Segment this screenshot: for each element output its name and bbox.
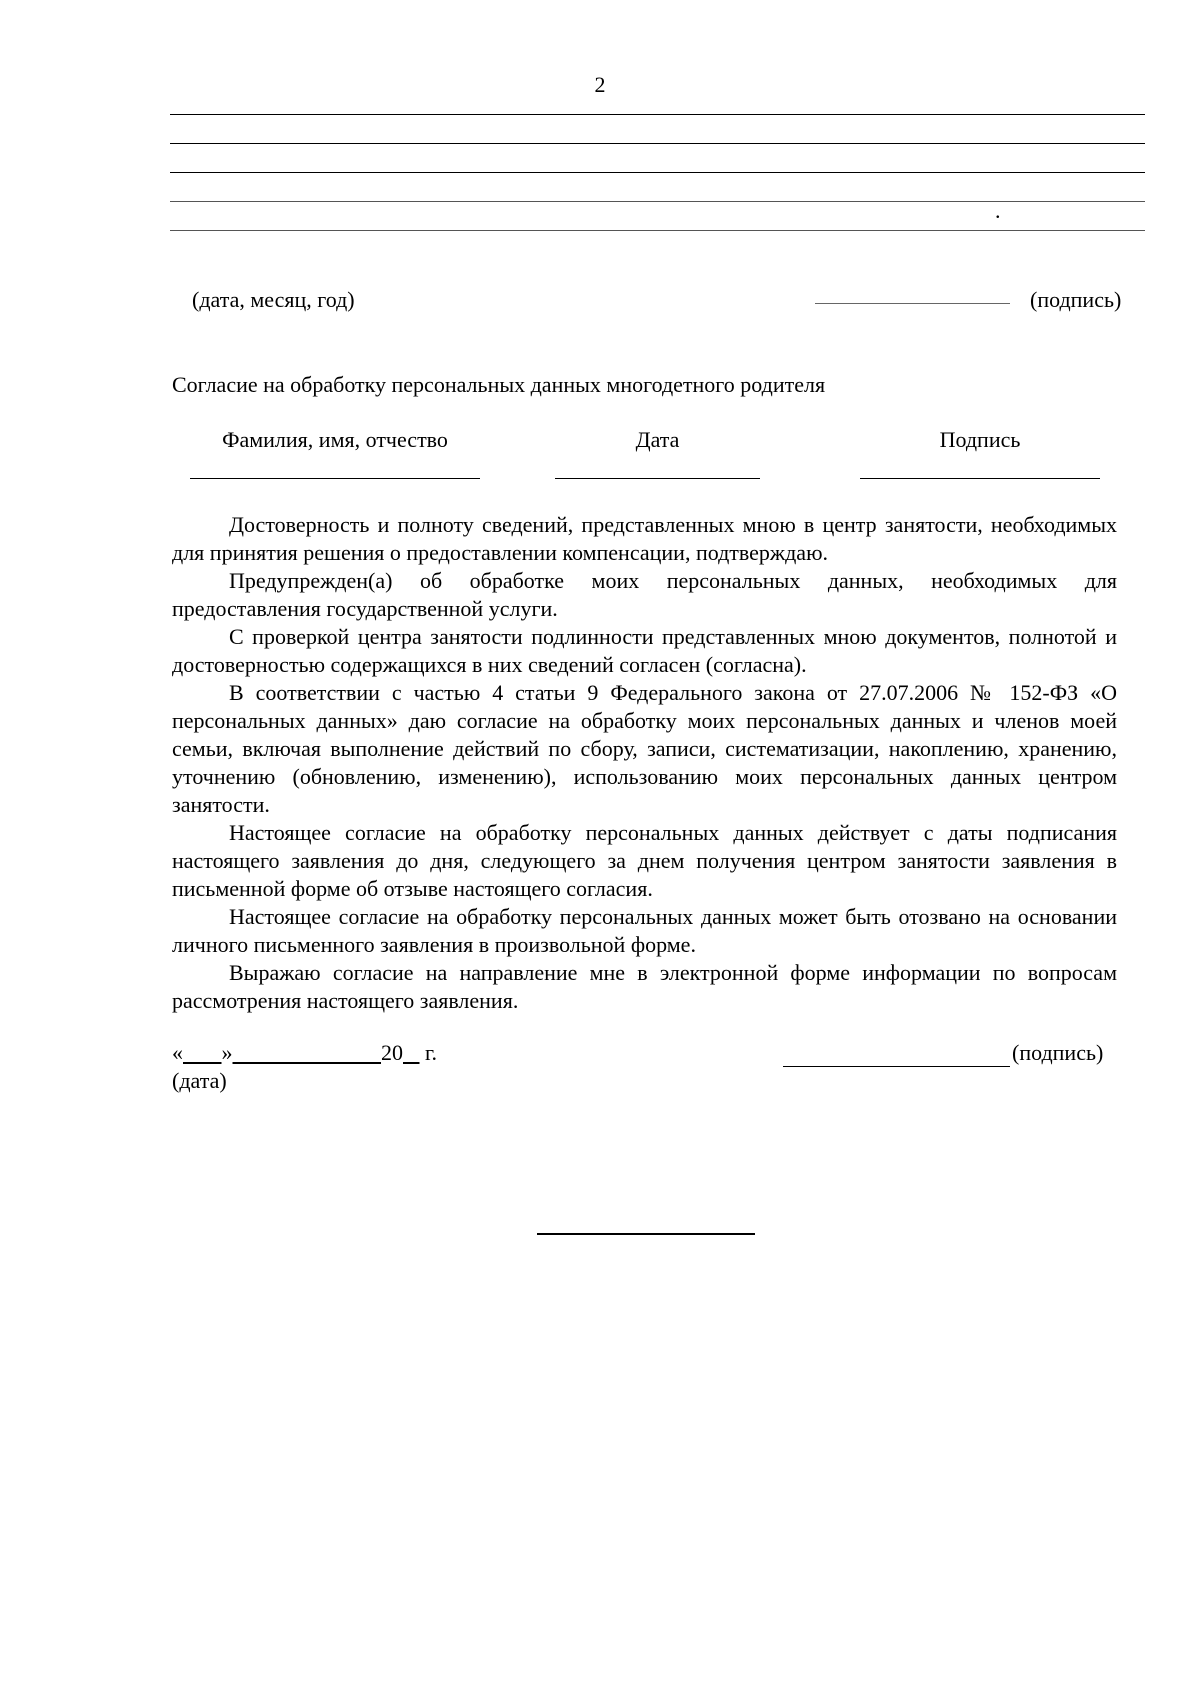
month-blank[interactable] xyxy=(233,1040,382,1065)
signature-label: (подпись) xyxy=(1030,287,1122,312)
full-name-field[interactable] xyxy=(190,478,480,479)
year-prefix: 20 xyxy=(381,1040,403,1065)
blank-line-2[interactable] xyxy=(170,143,1145,144)
paragraph: Настоящее согласие на обработку персональных данных может быть отозвано на основании личного письменного заявления в произвольной форме. xyxy=(172,904,1117,957)
column-header-full-name: Фамилия, имя, отчество xyxy=(222,427,448,452)
signature-field[interactable] xyxy=(860,478,1100,479)
paragraph: Настоящее согласие на обработку персональных данных действует с даты подписания настоящего заявления до дня, следующего за днем получения центром занятости заявления в письменной форме об отзыве настоящего согласия. xyxy=(172,820,1117,901)
quote-close: » xyxy=(221,1040,233,1065)
footer-date-label: (дата) xyxy=(172,1068,227,1093)
footer-date-field[interactable] xyxy=(172,1040,437,1066)
end-of-document-rule xyxy=(537,1233,755,1235)
blank-line-3[interactable] xyxy=(170,172,1145,173)
paragraph: С проверкой центра занятости подлинности представленных мною документов, полнотой и достоверностью содержащихся в них сведений согласен (согласна). xyxy=(172,624,1117,677)
signature-line[interactable] xyxy=(815,303,1010,304)
blank-line-5[interactable] xyxy=(170,230,1145,231)
year-suffix: г. xyxy=(425,1040,438,1065)
footer-signature-line[interactable] xyxy=(783,1066,1010,1067)
paragraph: Выражаю согласие на направление мне в электронной форме информации по вопросам рассмотрения настоящего заявления. xyxy=(172,960,1117,1013)
blank-line-1[interactable] xyxy=(170,114,1145,115)
consent-title: Согласие на обработку персональных данных многодетного родителя xyxy=(172,372,826,397)
year-blank[interactable] xyxy=(403,1040,420,1065)
quote-open: « xyxy=(172,1040,183,1065)
end-mark: . xyxy=(995,198,1001,223)
column-header-date: Дата xyxy=(635,427,680,452)
date-field[interactable] xyxy=(555,478,760,479)
paragraph: Предупрежден(а) об обработке моих персональных данных, необходимых для предоставления государственной услуги. xyxy=(172,568,1117,621)
consent-body xyxy=(172,511,1117,1015)
paragraph: В соответствии с частью 4 статьи 9 Федерального закона от 27.07.2006 № 152-ФЗ «О персональных данных» даю согласие на обработку моих персональных данных и членов моей семьи, включая выполнение действий по сбору, записи, систематизации, накоплению, хранению, уточнению (обновлению, изменению), использованию моих персональных данных центром занятости. xyxy=(172,680,1117,817)
day-blank[interactable] xyxy=(183,1040,222,1065)
footer-signature-label: (подпись) xyxy=(1012,1040,1104,1065)
column-header-signature: Подпись xyxy=(939,427,1021,452)
paragraph: Достоверность и полноту сведений, представленных мною в центр занятости, необходимых для принятия решения о предоставлении компенсации, подтверждаю. xyxy=(172,512,1117,565)
page-number: 2 xyxy=(594,72,606,97)
date-label: (дата, месяц, год) xyxy=(192,287,355,312)
